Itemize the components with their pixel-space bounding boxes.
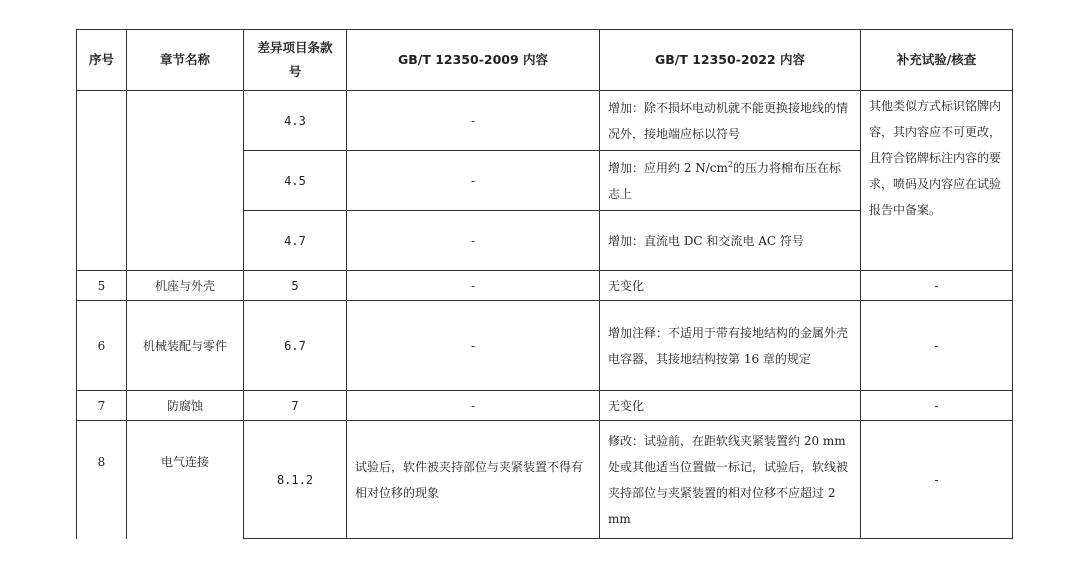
pressure-text-pre: 增加：应用约 2 N/cm xyxy=(608,160,728,175)
header-clause-line2: 号 xyxy=(288,64,302,79)
standard-difference-table xyxy=(76,29,1013,539)
cell-supplementary-check: 其他类似方式标识铭牌内容，其内容应不可更改，且符合铭牌标注内容的要求，喷码及内容应在试验报告中备案。 xyxy=(861,91,1013,271)
table-header-row xyxy=(77,30,1013,91)
cell-supplementary-check: - xyxy=(861,301,1013,391)
cell-clause: 8.1.2 xyxy=(244,421,347,539)
cell-chapter: 机械装配与零件 xyxy=(127,301,244,391)
cell-no xyxy=(77,421,127,539)
cell-clause: 4.7 xyxy=(244,211,347,271)
header-no: 序号 xyxy=(77,30,127,91)
cell-clause: 5 xyxy=(244,271,347,301)
cell-new-content xyxy=(600,151,861,211)
table-row xyxy=(77,91,1013,151)
header-chapter: 章节名称 xyxy=(127,30,244,91)
cell-clause: 4.3 xyxy=(244,91,347,151)
table-row xyxy=(77,421,1013,539)
cell-no-continued xyxy=(77,91,127,271)
cell-no: 7 xyxy=(77,391,127,421)
table-row xyxy=(77,301,1013,391)
cell-chapter: 机座与外壳 xyxy=(127,271,244,301)
pressure-superscript: 2 xyxy=(727,159,734,169)
header-clause-line1: 差异项目条款 xyxy=(257,40,333,55)
cell-chapter-continued xyxy=(127,91,244,271)
cell-old-content: - xyxy=(347,151,600,211)
header-new-standard: GB/T 12350-2022 内容 xyxy=(600,30,861,91)
cell-new-content: 增加注释：不适用于带有接地结构的金属外壳电容器，其接地结构按第 16 章的规定 xyxy=(600,301,861,391)
cell-new-content: 无变化 xyxy=(600,391,861,421)
cell-old-content: - xyxy=(347,391,600,421)
cell-new-content: 增加：直流电 DC 和交流电 AC 符号 xyxy=(600,211,861,271)
cell-old-content: - xyxy=(347,271,600,301)
cell-old-content: - xyxy=(347,91,600,151)
cell-no-text: 8 xyxy=(97,455,106,469)
table-row xyxy=(77,391,1013,421)
cell-clause: 4.5 xyxy=(244,151,347,211)
header-old-standard: GB/T 12350-2009 内容 xyxy=(347,30,600,91)
cell-old-content: - xyxy=(347,301,600,391)
cell-new-content: 无变化 xyxy=(600,271,861,301)
cell-supplementary-check: - xyxy=(861,271,1013,301)
cell-clause: 7 xyxy=(244,391,347,421)
header-clause xyxy=(244,30,347,91)
cell-chapter: 防腐蚀 xyxy=(127,391,244,421)
cell-old-content: - xyxy=(347,211,600,271)
pressure-text-post: 的压力将棉布压在标志上 xyxy=(608,160,842,201)
cell-old-content: 试验后，软件被夹持部位与夹紧装置不得有相对位移的现象 xyxy=(347,421,600,539)
cell-new-content: 增加：除不损坏电动机就不能更换接地线的情况外，接地端应标以符号 xyxy=(600,91,861,151)
cell-new-content: 修改：试验前，在距软线夹紧装置约 20 mm 处或其他适当位置做一标记，试验后，软线被夹持部位与夹紧装置的相对位移不应超过 2 mm xyxy=(600,421,861,539)
cell-supplementary-check: - xyxy=(861,421,1013,539)
cell-clause: 6.7 xyxy=(244,301,347,391)
cell-no: 5 xyxy=(77,271,127,301)
table-row xyxy=(77,271,1013,301)
cell-chapter-text: 电气连接 xyxy=(160,455,209,469)
header-supplementary-check: 补充试验/核查 xyxy=(861,30,1013,91)
cell-no: 6 xyxy=(77,301,127,391)
cell-supplementary-check: - xyxy=(861,391,1013,421)
cell-chapter xyxy=(127,421,244,539)
